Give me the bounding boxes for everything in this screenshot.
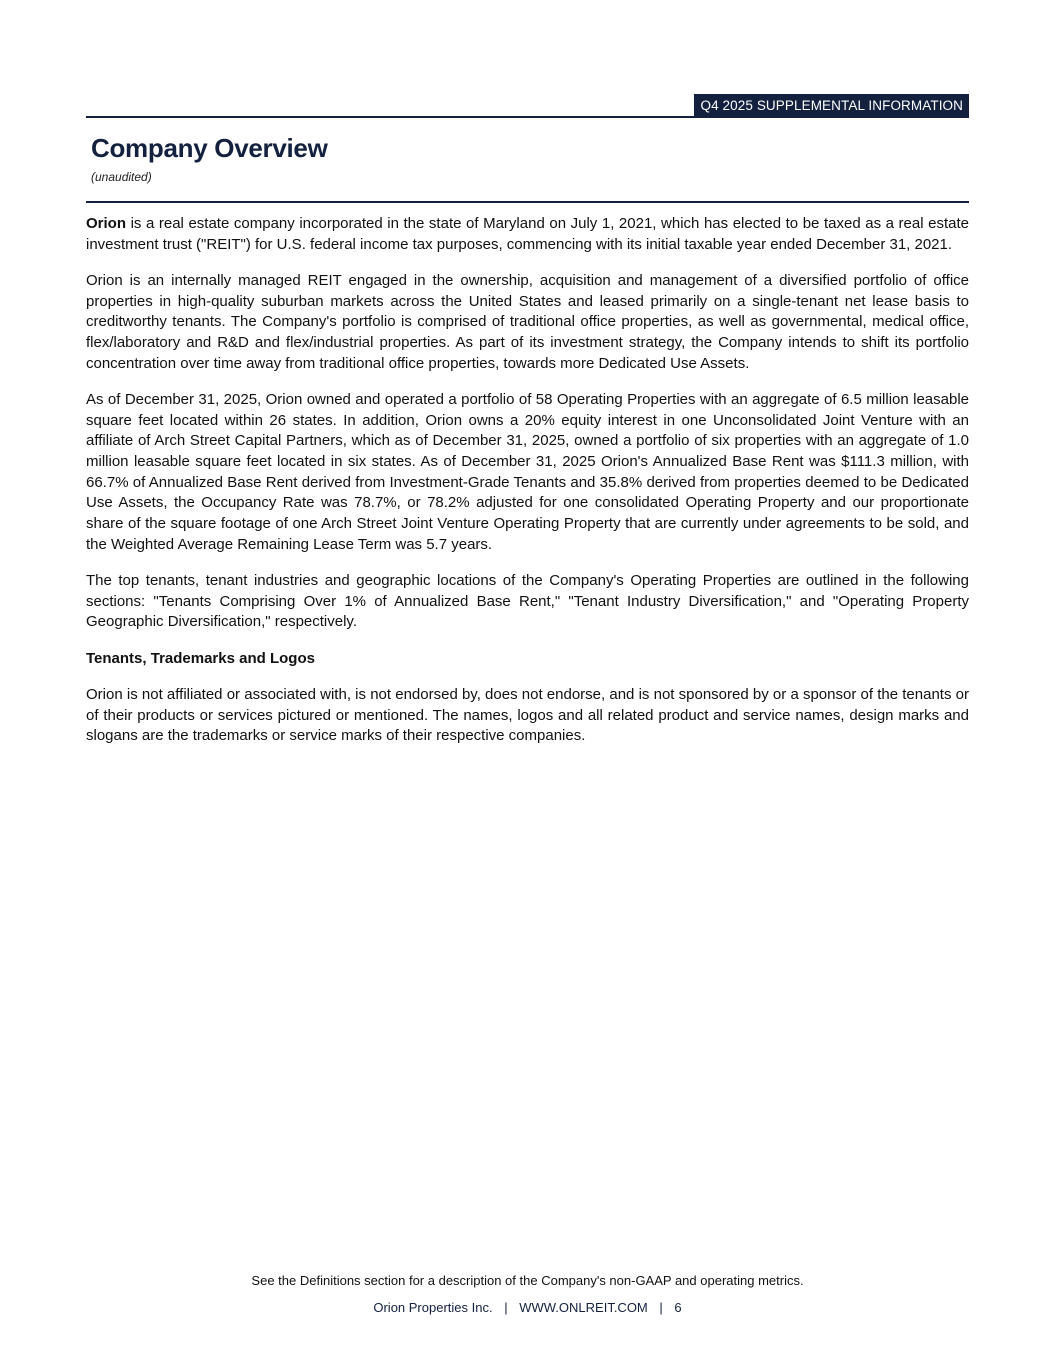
page-title: Company Overview [91,133,328,163]
title-rule [86,201,969,203]
paragraph-intro-text: is a real estate company incorporated in the state of Maryland on July 1, 2021, which has elected to be taxed as a real estate investment trust ("REIT") for U.S. federal income tax purposes, commencing with its initial taxable year ended December 31, 2021. [86,215,969,253]
paragraph-business: Orion is an internally managed REIT engaged in the ownership, acquisition and management of a diversified portfolio of office properties in high-quality suburban markets across the United States and leased primarily on a single-tenant net lease basis to creditworthy tenants. The Company's portfolio is comprised of traditional office properties, as well as governmental, medical office, flex/laboratory and R&D and flex/industrial properties. As part of its investment strategy, the Company intends to shift its portfolio concentration over time away from traditional office properties, towards more Dedicated Use Assets. [86,271,969,372]
paragraph-portfolio: As of December 31, 2025, Orion owned and operated a portfolio of 58 Operating Properties with an aggregate of 6.5 million leasable square feet located within 26 states. In addition, Orion owns a 20% equity interest in one Unconsolidated Joint Venture with an affiliate of Arch Street Capital Partners, which as of December 31, 2025, owned a portfolio of six properties with an aggregate of 1.0 million leasable square feet located in six states. As of December 31, 2025 Orion's Annualized Base Rent was $111.3 million, with 66.7% of Annualized Base Rent derived from Investment-Grade Tenants and 35.8% derived from properties deemed to be Dedicated Use Assets, the Occupancy Rate was 78.7%, or 78.2% adjusted for one consolidated Operating Property and our proportionate share of the square footage of one Arch Street Joint Venture Operating Property that are currently under agreements to be sold, and the Weighted Average Remaining Lease Term was 5.7 years. [86,390,969,553]
footer-company: Orion Properties Inc. [373,1300,493,1315]
footer-separator: | [504,1300,508,1315]
footer-page-number: 6 [674,1300,682,1315]
footer-line [0,1300,1055,1315]
page-subtitle: (unaudited) [91,170,152,184]
section-heading-trademarks: Tenants, Trademarks and Logos [86,649,315,667]
paragraph-trademarks: Orion is not affiliated or associated with, is not endorsed by, does not endorse, and is not sponsored by or a sponsor of the tenants or of their products or services pictured or mentioned. The names, logos and all related product and service names, design marks and slogans are the trademarks or service marks of their respective companies. [86,685,969,745]
paragraph-sections: The top tenants, tenant industries and geographic locations of the Company's Operating Properties are outlined in the following sections: "Tenants Comprising Over 1% of Annualized Base Rent," "Tenant Industry Diversification," and "Operating Property Geographic Diversification," respectively. [86,572,969,631]
footer-separator: | [659,1300,663,1315]
paragraph-intro [86,214,969,255]
header-tag: Q4 2025 SUPPLEMENTAL INFORMATION [694,94,969,118]
footer-website-link[interactable]: WWW.ONLREIT.COM [519,1300,648,1315]
body-content [86,214,969,762]
footer-note: See the Definitions section for a description of the Company's non-GAAP and operating metrics. [251,1273,804,1288]
company-name-lead: Orion [86,215,126,232]
